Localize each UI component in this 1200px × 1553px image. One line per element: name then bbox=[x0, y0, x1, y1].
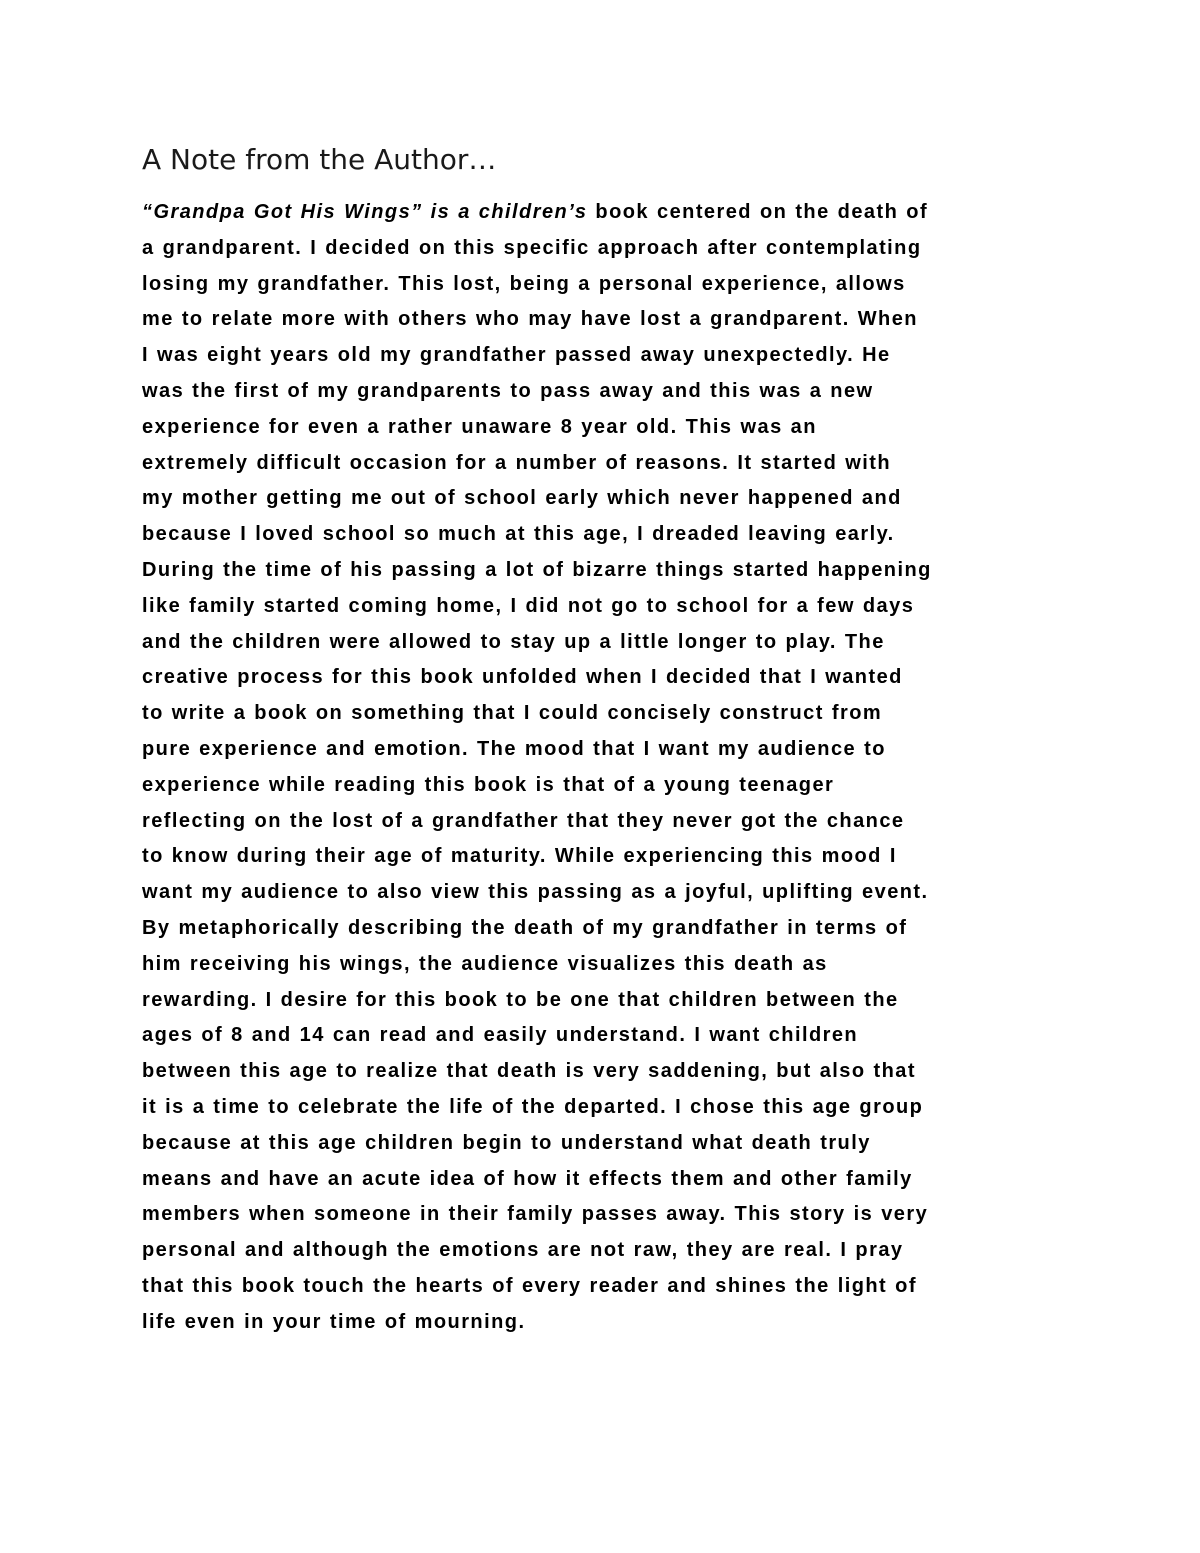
paragraph-line: extremely difficult occasion for a number of reasons. It started with bbox=[142, 451, 892, 474]
paragraph-line: means and have an acute idea of how it effects them and other family bbox=[142, 1167, 913, 1190]
book-title-italic: “Grandpa Got His Wings” is a children’s bbox=[142, 201, 588, 223]
paragraph-line: between this age to realize that death is very saddening, but also that bbox=[142, 1060, 916, 1083]
paragraph-line: me to relate more with others who may have lost a grandparent. When bbox=[142, 308, 918, 331]
paragraph-line: I was eight years old my grandfather passed away unexpectedly. He bbox=[142, 344, 891, 367]
paragraph-line: and the children were allowed to stay up a little longer to play. The bbox=[142, 630, 885, 653]
paragraph-line: losing my grandfather. This lost, being a personal experience, allows bbox=[142, 272, 906, 295]
paragraph-line: it is a time to celebrate the life of the departed. I chose this age group bbox=[142, 1095, 924, 1118]
paragraph-line: that this book touch the hearts of every reader and shines the light of bbox=[142, 1274, 917, 1297]
paragraph-line: was the first of my grandparents to pass away and this was a new bbox=[142, 379, 874, 402]
paragraph-line: experience for even a rather unaware 8 year old. This was an bbox=[142, 415, 817, 438]
paragraph-line: a grandparent. I decided on this specific approach after contemplating bbox=[142, 236, 922, 259]
page-title: A Note from the Author… bbox=[142, 143, 497, 176]
paragraph-line: want my audience to also view this passing as a joyful, uplifting event. bbox=[142, 881, 929, 904]
paragraph-line: creative process for this book unfolded when I decided that I wanted bbox=[142, 666, 903, 689]
paragraph-line: him receiving his wings, the audience visualizes this death as bbox=[142, 952, 828, 975]
paragraph-line: like family started coming home, I did not go to school for a few days bbox=[142, 594, 915, 617]
first-line-rest: book centered on the death of bbox=[587, 201, 929, 223]
paragraph-line: rewarding. I desire for this book to be one that children between the bbox=[142, 988, 899, 1011]
paragraph-line: because at this age children begin to understand what death truly bbox=[142, 1131, 871, 1154]
paragraph-line-first bbox=[142, 195, 1072, 231]
paragraph-line: ages of 8 and 14 can read and easily understand. I want children bbox=[142, 1024, 859, 1047]
paragraph-line: members when someone in their family passes away. This story is very bbox=[142, 1203, 929, 1226]
paragraph-line: By metaphorically describing the death of my grandfather in terms of bbox=[142, 916, 908, 939]
body-paragraph bbox=[142, 195, 1072, 1341]
paragraph-line: reflecting on the lost of a grandfather that they never got the chance bbox=[142, 809, 905, 832]
paragraph-line: pure experience and emotion. The mood that I want my audience to bbox=[142, 737, 886, 760]
paragraph-line: personal and although the emotions are not raw, they are real. I pray bbox=[142, 1239, 904, 1262]
paragraph-line: my mother getting me out of school early which never happened and bbox=[142, 487, 902, 510]
paragraph-line: life even in your time of mourning. bbox=[142, 1310, 526, 1333]
paragraph-line: to write a book on something that I could concisely construct from bbox=[142, 702, 883, 725]
paragraph-line: to know during their age of maturity. While experiencing this mood I bbox=[142, 845, 897, 868]
paragraph-line: During the time of his passing a lot of bizarre things started happening bbox=[142, 558, 932, 581]
paragraph-line: because I loved school so much at this age, I dreaded leaving early. bbox=[142, 523, 895, 546]
paragraph-line: experience while reading this book is that of a young teenager bbox=[142, 773, 835, 796]
